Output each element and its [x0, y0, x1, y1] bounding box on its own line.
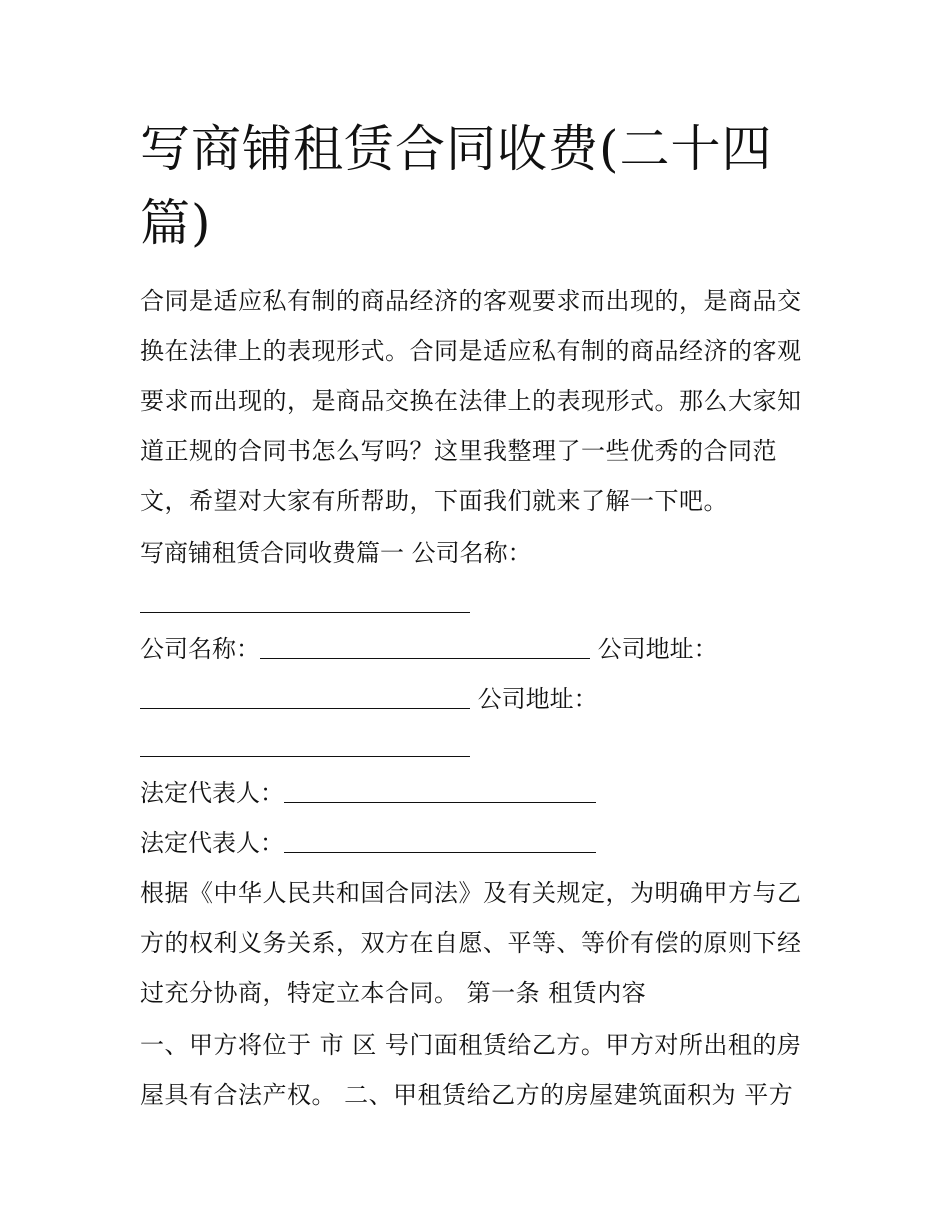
company-name-row	[140, 624, 718, 674]
company-address-blank-line	[140, 722, 470, 772]
company-name-label: 公司名称：	[140, 635, 260, 663]
company-address-label: 公司地址：	[597, 635, 718, 663]
legal-rep-label: 法定代表人：	[140, 779, 284, 807]
legal-rep-row	[140, 768, 596, 818]
legal-rep-row	[140, 818, 596, 868]
section-heading: 写商铺租赁合同收费篇一 公司名称：	[140, 539, 532, 567]
company-address-label: 公司地址：	[477, 685, 598, 713]
company-address-row	[140, 674, 598, 724]
clause-intro-paragraph: 根据《中华人民共和国合同法》及有关规定，为明确甲方与乙方的权利义务关系，双方在自愿、平等、等价有偿的原则下经过充分协商，特定立本合同。 第一条 租赁内容	[140, 879, 802, 1007]
fill-blank	[284, 828, 596, 853]
fill-blank	[140, 588, 470, 613]
fill-blank	[260, 634, 590, 659]
fill-blank	[140, 732, 470, 757]
fill-blank	[140, 684, 470, 709]
clause-one-paragraph: 一、甲方将位于 市 区 号门面租赁给乙方。甲方对所出租的房屋具有合法产权。 二、甲租赁给乙方的房屋建筑面积为 平方	[140, 1031, 802, 1109]
document-title: 写商铺租赁合同收费(二十四篇)	[140, 120, 773, 252]
fill-blank	[284, 778, 596, 803]
intro-paragraph: 合同是适应私有制的商品经济的客观要求而出现的，是商品交换在法律上的表现形式。合同是适应私有制的商品经济的客观要求而出现的，是商品交换在法律上的表现形式。那么大家知道正规的合同书怎么写吗？这里我整理了一些优秀的合同范文，希望对大家有所帮助，下面我们就来了解一下吧。	[140, 287, 802, 515]
company-name-blank-line	[140, 578, 470, 628]
legal-rep-label: 法定代表人：	[140, 829, 284, 857]
